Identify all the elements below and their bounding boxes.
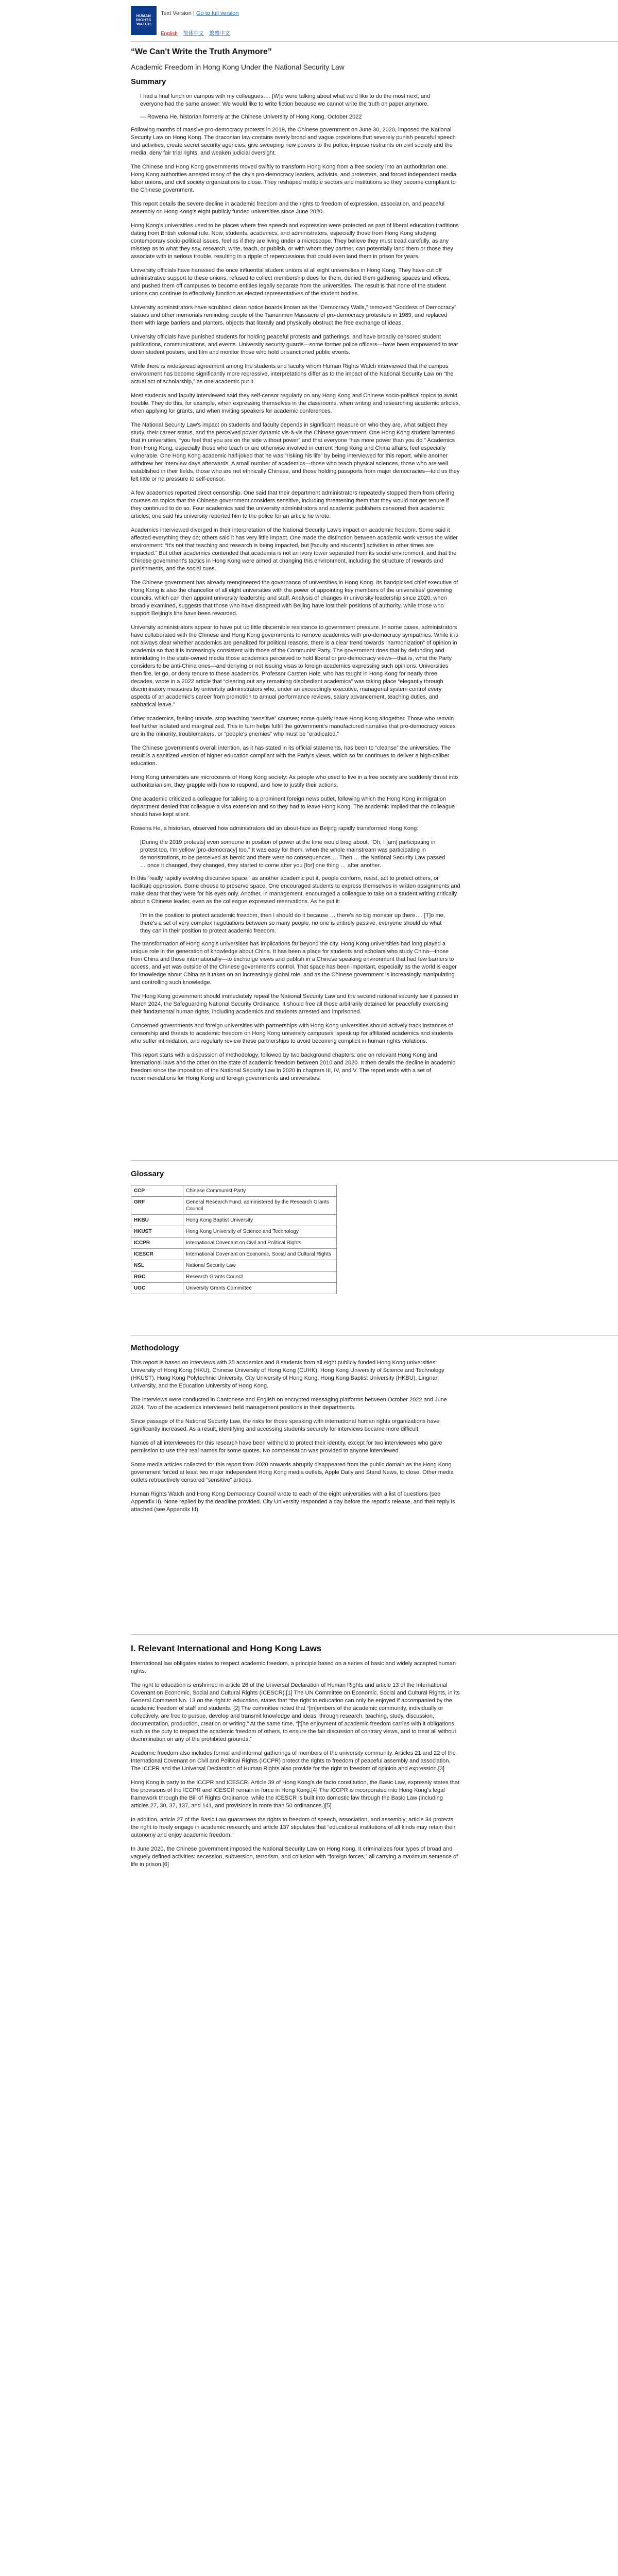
paragraph: University officials have harassed the once influential student unions at all eight universities in Hong Kong. They have cut off administrative support to these unions, refused to collect membership dues for them, denied them gathering spaces and offices, and pushed them off campuses to become entities legally separate from the universities. The result is that none of the student unions can continue to effectively function as elected representatives of the student bodies.	[131, 267, 451, 297]
summary-paragraphs-2	[131, 875, 460, 906]
paragraph: University administrators have scrubbed clean notice boards known as the “Democracy Walls,” removed “Goddess of Democracy” statues and other memorials reminding people of the Tiananmen Massacre of pro-democracy protesters in 1989, and replaced them with large barriers and planters, objects that literally and physically obstruct the free exchange of ideas.	[131, 304, 456, 326]
chapter-1-body	[131, 1660, 460, 2576]
block-quote-he	[131, 839, 460, 870]
glossary-abbr: UGC	[131, 1283, 183, 1294]
paragraph: Concerned governments and foreign universities with partnerships with Hong Kong universities should actively track instances of censorship and threats to academic freedom on Hong Kong university campuses, speak up for affiliated academics and students who suffer intimidation, and regularly review these partnerships to avoid becoming complicit in human rights violations.	[131, 1023, 453, 1044]
glossary-abbr: RGC	[131, 1272, 183, 1283]
paragraph: International law obligates states to respect academic freedom, a principle based on a series of basic and widely accepted human rights.	[131, 1660, 456, 1674]
text-version-label: Text Version	[161, 10, 192, 16]
table-row	[131, 1215, 337, 1226]
glossary-abbr: GRF	[131, 1197, 183, 1215]
summary-paragraphs	[131, 126, 460, 833]
glossary-table-wrap	[131, 1185, 460, 1294]
paragraph: The right to education is enshrined in article 26 of the Universal Declaration of Human Rights and article 13 of the International Covenant on Economic, Social and Cultural Rights (ICESCR).[1] The UN Committee on Economic, Social and Cultural Rights, in its General Comment No. 13 on the right to education, states that “the right to education can only be enjoyed if accompanied by the academic freedom of staff and students.”[2] The committee noted that “[m]embers of the academic community, individually or collectively, are free to pursue, develop and transmit knowledge and ideas, through research, teaching, study, discussion, documentation, production, creation or writing.” At the same time, “[t]he enjoyment of academic freedom carries with it obligations, such as the duty to respect the academic freedom of others, to ensure the fair discussion of contrary views, and to treat all without discrimination on any of the prohibited grounds.”	[131, 1682, 460, 1742]
version-switcher: Text Version | Go to full version	[161, 10, 239, 16]
glossary-definition: International Covenant on Economic, Social and Cultural Rights	[183, 1249, 337, 1260]
section-divider	[131, 1160, 618, 1161]
paragraph: Academic freedom also includes formal and informal gatherings of members of the university community. Articles 21 and 22 of the International Covenant on Civil and Political Rights (ICCPR) protect the rights to freedom of peaceful assembly and association. The ICCPR and the Universal Declaration of Human Rights also provide for the right to freedom of opinion and expression.[3]	[131, 1750, 456, 1772]
paragraph: The interviews were conducted in Cantonese and English on encrypted messaging platforms between October 2022 and June 2024. Two of the academics interviewed held management positions in their departments.	[131, 1397, 447, 1411]
glossary-definition: Research Grants Council	[183, 1272, 337, 1283]
paragraph: In June 2020, the Chinese government imposed the National Security Law on Hong Kong. It criminalizes four types of broad and vaguely defined activities: secession, subversion, terrorism, and collusion with “foreign forces,” all carrying a maximum sentence of life in prison.[6]	[131, 1846, 458, 1868]
paragraph: The Chinese and Hong Kong governments moved swiftly to transform Hong Kong from a free society into an authoritarian one. Hong Kong authorities arrested many of the city's pro-democracy leaders, activists, and protesters, and forced independent media, labor unions, and civil society organizations to close. They reshaped multiple sectors and institutions so they become compliant to the Chinese government.	[131, 164, 458, 193]
lang-simplified-chinese[interactable]: 简体中文	[183, 31, 204, 37]
lang-english[interactable]: English	[161, 31, 178, 37]
paragraph: University administrators appear to have put up little discernible resistance to government pressure. In some cases, administrators have collaborated with the Chinese and Hong Kong governments to remove academics with pro-democracy sympathies. While it is not always clear whether academics are penalized for political reasons, there is a clear trend towards “harmonization” of opinion in academia so that it is increasingly consistent with those of the Communist Party. The government does that by defunding and intimidating in the state-owned media those academics perceived to hold liberal or pro-democracy views—that is, what the Party considers to be anti-China ones—and denying or not issuing visas to foreign academics expressing such opinions. Universities then fire, let go, or deny tenure to these academics. Professor Carsten Holz, who has taught in Hong Kong for nearly three decades, wrote in a 2022 article that “clearing out any remaining disobedient academics” was taking place “elegantly through discriminatory measures by university administrators who, under an exceedingly executive, managerial system control every aspects of an academic's career from promotion to annual performance reviews, salary advancement, teaching duties, and sabbatical leave.”	[131, 624, 458, 708]
glossary-abbr: ICCPR	[131, 1238, 183, 1249]
paragraph: Most students and faculty interviewed said they self-censor regularly on any Hong Kong and Chinese socio-political topics to avoid trouble. They do this, for example, when expressing themselves in the classrooms, when writing and researching academic articles, when applying for grants, and when inviting speakers for academic conferences.	[131, 393, 460, 414]
paragraph: University officials have punished students for holding peaceful protests and gatherings, and have broadly censored student publications, communications, and events. University security guards—some former police officers—have been empowered to tear down student posters, and film and monitor those who hold unsanctioned public events.	[131, 334, 458, 355]
epigraph-quote	[131, 93, 460, 121]
paragraph: In this “really rapidly evolving discursive space,” as another academic put it, people conform, resist, act to protect others, or facilitate oppression. Some choose to preserve space. One encouraged students to express themselves in written assignments and make clear that they were for his eyes only. Another, in management, encouraged a colleague to take on a student writing critically about a Chinese leader, even as the colleague expressed reservations. As he put it:	[131, 875, 460, 905]
paragraph: Some media articles collected for this report from 2020 onwards abruptly disappeared from the public domain as the Hong Kong government forced at least two major independent Hong Kong media outlets, Apple Daily and Stand News, to close. Other media outlets retroactively censored “sensitive” articles.	[131, 1462, 454, 1483]
section-divider	[131, 1335, 618, 1336]
summary-section	[131, 77, 460, 86]
chapter-1-heading: I. Relevant International and Hong Kong Laws	[131, 1643, 322, 1653]
glossary-definition: National Security Law	[183, 1260, 337, 1272]
logo-text: HUMAN RIGHTS WATCH	[136, 14, 151, 26]
table-row	[131, 1185, 337, 1197]
glossary-abbr: NSL	[131, 1260, 183, 1272]
paragraph: The Hong Kong government should immediately repeal the National Security Law and the second national security law it passed in March 2024, the Safeguarding National Security Ordinance. It should free all those arbitrarily detained for peacefully exercising their fundamental human rights, including academics and students arrested and imprisoned.	[131, 993, 458, 1015]
block-quote-academic	[131, 912, 460, 935]
epigraph-text: I had a final lunch on campus with my colleagues…. [W]e were talking about what we'd like to do the most next, and everyone had the same answer: We would like to write fiction because we cannot write the truth on paper anymore.	[140, 93, 431, 107]
methodology-paragraphs	[131, 1359, 460, 1514]
paragraph: The Chinese government has already reengineered the governance of universities in Hong Kong. Its handpicked chief executive of Hong Kong is also the chancellor of all eight universities with the power of appointing key members of the universities' governing councils, which can then appoint university leadership and staff. Analysis of changes in university leadership since 2020, when broadly examined, suggests that those who have disagreed with Beijing have lost their positions of authority, while those who support Beijing's line have been rewarded.	[131, 580, 458, 617]
paragraph: This report details the severe decline in academic freedom and the rights to freedom of expression, association, and peaceful assembly on Hong Kong's eight publicly funded universities since June 2020.	[131, 201, 445, 215]
methodology-section	[131, 1344, 460, 1352]
glossary-table	[131, 1185, 337, 1294]
glossary-definition: University Grants Committee	[183, 1283, 337, 1294]
paragraph: Since passage of the National Security Law, the risks for those speaking with international human rights organizations have significantly increased. As a result, identifying and accessing students securely for interviews became more difficult.	[131, 1418, 440, 1432]
paragraph: The transformation of Hong Kong's universities has implications far beyond the city. Hong Kong universities had long played a unique role in the generation of knowledge about China. It has been a place for students and scholars who study China—those from China and those internationally—to exchange views and publish in a Chinese speaking environment that had few barriers to access, and yet was outside of the Chinese government's control. That space has been important, especially as the world is eager for knowledge about China as it takes on an increasingly global role, and as the Chinese government is increasingly manipulating and controlling such knowledge.	[131, 941, 457, 986]
table-row	[131, 1260, 337, 1272]
glossary-abbr: ICESCR	[131, 1249, 183, 1260]
chapter-1-paragraphs	[131, 1660, 460, 1869]
summary-body	[131, 93, 460, 1144]
glossary-definition: Hong Kong University of Science and Technology	[183, 1226, 337, 1238]
paragraph: One academic criticized a colleague for talking to a prominent foreign news outlet, following which the Hong Kong immigration department denied that colleague a visa extension and so they had to leave Hong Kong. The academic implied that the colleague should have kept silent.	[131, 796, 455, 818]
glossary-abbr: CCP	[131, 1185, 183, 1197]
paragraph: This report is based on interviews with 25 academics and 8 students from all eight publicly funded Hong Kong universities: University of Hong Kong (HKU), Chinese University of Hong Kong (CUHK), Hong Kong University of Science and Technology (HKUST), Hong Kong Polytechnic University, City University of Hong Kong, Hong Kong Baptist University (HKBU), Lingnan University, and the Education University of Hong Kong.	[131, 1360, 444, 1389]
block-quote-text: I'm in the position to protect academic freedom, then I should do it because … there's no big monster up there…. [T]o me, there's a set of very complex negotiations between so many people, no one is entirely passive, everyone should do what they can in their position to protect academic freedom.	[140, 912, 445, 934]
paragraph: In addition, article 27 of the Basic Law guarantees the rights to freedom of speech, association, and assembly; article 34 protects the right to freely engage in academic research; and article 137 stipulates that “educational institutions of all kinds may retain their autonomy and enjoy academic freedom.”	[131, 1817, 456, 1838]
paragraph: Following months of massive pro-democracy protests in 2019, the Chinese government on June 30, 2020, imposed the National Security Law on Hong Kong. The draconian law contains overly broad and vague provisions that severely punish peaceful speech and activities, create secret security agencies, give sweeping new powers to the police, impose restraints on civil society and the media, deny fair trial rights, and weaken judicial oversight.	[131, 127, 456, 156]
paragraph: While there is widespread agreement among the students and faculty whom Human Rights Watch interviewed that the campus environment has become significantly more repressive, interpretations differ as to the impact of the National Security Law on “the actual act of scholarship,” as one academic put it.	[131, 363, 454, 385]
table-row	[131, 1226, 337, 1238]
paragraph: Academics interviewed diverged in their interpretation of the National Security Law's impact on academic freedom. Some said it affected everything they do; others said it has very little impact. One made the distinction between academic work versus the wider environment: “It's not that teaching and research is being impacted, but [faculty and students'] activities in other times are impacted.” But other academics contended that academia is not an ivory tower separated from its social environment, and that the Chinese government's tactics in Hong Kong were aimed at changing this environment, including the structure of rewards and punishments, and the social cues.	[131, 527, 458, 572]
glossary-abbr: HKUST	[131, 1226, 183, 1238]
report-title: “We Can't Write the Truth Anymore”	[131, 47, 272, 56]
paragraph: A few academics reported direct censorship. One said that their department administrators repeatedly stopped them from offering courses on topics that the Chinese government considers sensitive, including threatening them that they would not get tenure if they continued to do so. Four academics said the university administrators and academic publishers censored their academic articles; one said his university reported him to the police for an article he wrote.	[131, 490, 455, 519]
paragraph: Hong Kong is party to the ICCPR and ICESCR. Article 39 of Hong Kong's de facto constitution, the Basic Law, expressly states that the provisions of the ICCPR and ICESCR remain in force in Hong Kong.[4] The ICCPR is incorporated into Hong Kong's legal framework through the Bill of Rights Ordinance, while the ICESCR is built into domestic law through the Basic Law (including articles 27, 30, 37, 137, and 141, and provisions in more than 50 ordinances.)[5]	[131, 1780, 459, 1809]
paragraph: The National Security Law's impact on students and faculty depends in significant measure on who they are, what subject they study, their career status, and the perceived power dynamic vis-à-vis the Chinese government. One Hong Kong student lamented that in universities, “you feel that you are on the side without power” and that everyone “has more power than you do.” Academics from Hong Kong, especially those who teach or are otherwise involved in current Hong Kong and China affairs, feel especially vulnerable. One Hong Kong academic half-joked that he was “risking his life” by being interviewed for this report, while another withdrew her interview days afterwards. A small number of academics—those who teach physical sciences, those who are well established in their fields, those who are not ethnically Chinese, and those holding passports from major democracies—told us they felt little or no pressure to self-censor.	[131, 422, 460, 482]
glossary-definition: Chinese Communist Party	[183, 1185, 337, 1197]
table-row	[131, 1238, 337, 1249]
glossary-heading: Glossary	[131, 1170, 164, 1178]
paragraph: Other academics, feeling unsafe, stop teaching “sensitive” courses; some quietly leave Hong Kong altogether. Those who remain feel further isolated and marginalized. This in turn helps fulfill the government's manufactured narrative that pro-democracy voices are in the minority, troublemakers, or “people's enemies” who must be “eradicated.”	[131, 716, 456, 737]
paragraph: Names of all interviewees for this research have been withheld to protect their identity, except for two interviewees who gave permission to use their real names for some quotes. No compensation was provided to anyone interviewed.	[131, 1440, 442, 1454]
glossary-section	[131, 1170, 460, 1178]
paragraph: Rowena He, a historian, observed how administrators did an about-face as Beijing rapidly transformed Hong Kong:	[131, 825, 419, 832]
glossary-definition: Hong Kong Baptist University	[183, 1215, 337, 1226]
paragraph: Hong Kong's universities used to be places where free speech and expression were protected as part of liberal education traditions dating from British colonial rule. Now, students, academics, and administrators, especially those from Hong Kong studying contemporary socio-political issues, feel as if they are living under a microscope. They believe they must tread carefully, as any misstep as to what they say, research, write, teach, or publish, or with whom they partner, can potentially land them or those they associate with in serious trouble, resulting in a ripple of repercussions that could even land them in prison for years.	[131, 223, 459, 260]
section-divider	[131, 1634, 618, 1635]
language-switcher	[161, 29, 234, 37]
methodology-body	[131, 1359, 460, 1627]
table-row	[131, 1272, 337, 1283]
glossary-definition: General Research Fund, administered by the Research Grants Council	[183, 1197, 337, 1215]
report-subtitle: Academic Freedom in Hong Kong Under the National Security Law	[131, 63, 345, 71]
glossary-abbr: HKBU	[131, 1215, 183, 1226]
hrw-logo[interactable]	[131, 6, 157, 35]
epigraph-attribution: — Rowena He, historian formerly at the Chinese University of Hong Kong, October 2022	[140, 114, 362, 120]
paragraph: Human Rights Watch and Hong Kong Democracy Council wrote to each of the eight universities with a list of questions (see Appendix II). None replied by the deadline provided. City University responded a day before the report's release, and their reply is attached (see Appendix III).	[131, 1491, 455, 1513]
paragraph: The Chinese government's overall intention, as it has stated in its official statements, has been to “cleanse” the universities. The result is a sanitized version of higher education compliant with the Party's views, which so far continues to deliver a high-caliber education.	[131, 745, 451, 767]
methodology-heading: Methodology	[131, 1344, 179, 1352]
paragraph: Hong Kong universities are microcosms of Hong Kong society: As people who used to live in a free society are suddenly thrust into authoritarianism, they grapple with how to respond, and how to justify their actions.	[131, 774, 458, 788]
full-version-link[interactable]: Go to full version	[196, 10, 239, 16]
block-quote-text: [During the 2019 protests] even someone in position of power at the time would brag about, “Oh, I [am] participating in protest too, I'm yellow [pro-democracy] too.” It was easy for them, when the whole mainstream was participating in demonstrations, to be perceived as heroic and there were no consequences…. Then … the National Security Law passed … once it changed, they changed, they started to come after you [for] one thing … after another.	[140, 839, 445, 869]
paragraph: This report starts with a discussion of methodology, followed by two background chapters: one on relevant Hong Kong and international laws and the other on the state of academic freedom between 2010 and 2020. It then details the decline in academic freedom since the imposition of the National Security Law in 2020 in chapters III, IV, and V. The report ends with a set of recommendations for Hong Kong and foreign governments and universities.	[131, 1052, 455, 1081]
lang-traditional-chinese[interactable]: 繁體中文	[209, 31, 230, 37]
summary-heading: Summary	[131, 77, 166, 86]
header-divider	[131, 41, 618, 42]
table-row	[131, 1249, 337, 1260]
table-row	[131, 1283, 337, 1294]
table-row	[131, 1197, 337, 1215]
chapter-1-section	[131, 1643, 460, 1654]
glossary-definition: International Covenant on Civil and Political Rights	[183, 1238, 337, 1249]
summary-paragraphs-3	[131, 940, 460, 1082]
